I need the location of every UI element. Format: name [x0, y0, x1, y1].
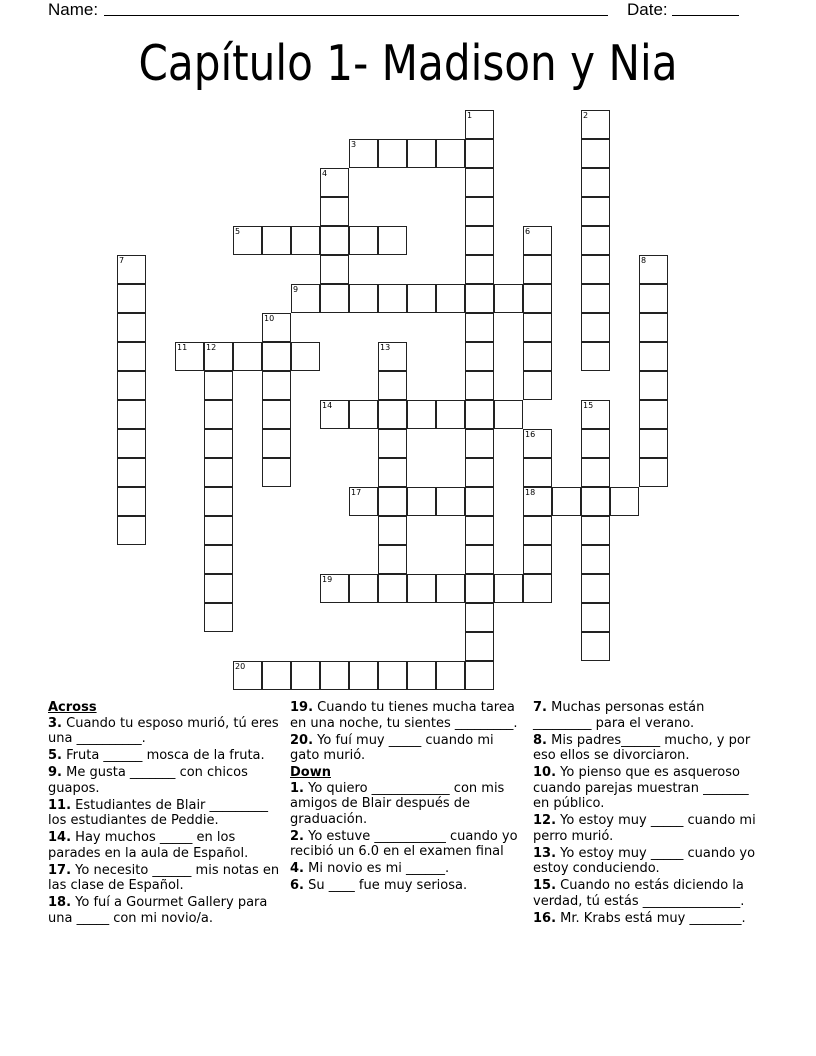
- grid-cell[interactable]: [465, 487, 494, 516]
- grid-cell[interactable]: [117, 371, 146, 400]
- grid-cell[interactable]: [523, 487, 552, 516]
- clue-number: 8: [641, 256, 647, 265]
- grid-cell[interactable]: [407, 574, 436, 603]
- grid-cell[interactable]: [581, 255, 610, 284]
- clues-column-3: [533, 700, 765, 928]
- grid-cell[interactable]: [378, 661, 407, 690]
- clue-across-5: 5. Fruta ______ mosca de la fruta.: [48, 748, 265, 763]
- grid-cell[interactable]: [262, 313, 291, 342]
- grid-cell[interactable]: [639, 371, 668, 400]
- grid-cell[interactable]: [407, 284, 436, 313]
- grid-cell[interactable]: [378, 400, 407, 429]
- grid-cell[interactable]: [465, 342, 494, 371]
- grid-cell[interactable]: [639, 255, 668, 284]
- grid-cell[interactable]: [523, 342, 552, 371]
- grid-cell[interactable]: [378, 284, 407, 313]
- grid-cell[interactable]: [465, 429, 494, 458]
- clue-across-9: 9. Me gusta _______ con chicos guapos.: [48, 765, 248, 796]
- grid-cell[interactable]: [523, 284, 552, 313]
- grid-cell[interactable]: [349, 284, 378, 313]
- grid-cell[interactable]: [465, 284, 494, 313]
- grid-cell[interactable]: [291, 661, 320, 690]
- grid-cell[interactable]: [349, 574, 378, 603]
- grid-cell[interactable]: [581, 168, 610, 197]
- grid-cell[interactable]: [581, 284, 610, 313]
- grid-cell[interactable]: [262, 429, 291, 458]
- grid-cell[interactable]: [581, 429, 610, 458]
- grid-cell[interactable]: [291, 226, 320, 255]
- clue-number: 2: [583, 111, 589, 120]
- grid-cell[interactable]: [204, 429, 233, 458]
- grid-cell[interactable]: [436, 661, 465, 690]
- grid-cell[interactable]: [378, 458, 407, 487]
- grid-cell[interactable]: [465, 632, 494, 661]
- grid-cell[interactable]: [320, 255, 349, 284]
- grid-cell[interactable]: [581, 632, 610, 661]
- clue-down-4: 4. Mi novio es mi ______.: [290, 861, 450, 876]
- grid-cell[interactable]: [117, 400, 146, 429]
- grid-cell[interactable]: [436, 574, 465, 603]
- grid-cell[interactable]: [552, 487, 581, 516]
- clue-number: 5: [235, 227, 241, 236]
- clue-number: 20: [235, 662, 246, 671]
- grid-cell[interactable]: [436, 284, 465, 313]
- grid-cell[interactable]: [378, 139, 407, 168]
- clue-number: 7: [119, 256, 125, 265]
- clue-across-18: 18. Yo fuí a Gourmet Gallery para una _____ con mi novio/a.: [48, 895, 268, 926]
- date-label: Date:: [627, 0, 668, 19]
- clue-down-15: 15. Cuando no estás diciendo la verdad, tú estás _______________.: [533, 878, 745, 909]
- grid-cell[interactable]: [378, 516, 407, 545]
- grid-cell[interactable]: [291, 342, 320, 371]
- grid-cell[interactable]: [465, 458, 494, 487]
- clue-number: 11: [177, 343, 188, 352]
- grid-cell[interactable]: [320, 284, 349, 313]
- grid-cell[interactable]: [465, 168, 494, 197]
- grid-cell[interactable]: [523, 516, 552, 545]
- page-title: Capítulo 1- Madison y Nia: [138, 35, 678, 92]
- grid-cell[interactable]: [204, 487, 233, 516]
- clue-down-16: 16. Mr. Krabs está muy ________.: [533, 910, 746, 926]
- grid-cell[interactable]: [465, 574, 494, 603]
- clue-across-19: 19. Cuando tu tienes mucha tarea en una noche, tu sientes _________.: [290, 700, 518, 731]
- grid-cell[interactable]: [639, 342, 668, 371]
- grid-cell[interactable]: [117, 458, 146, 487]
- grid-cell[interactable]: [436, 487, 465, 516]
- grid-cell[interactable]: [581, 342, 610, 371]
- grid-cell[interactable]: [523, 313, 552, 342]
- grid-cell[interactable]: [494, 284, 523, 313]
- grid-cell[interactable]: [407, 661, 436, 690]
- grid-cell[interactable]: [523, 371, 552, 400]
- grid-cell[interactable]: [639, 429, 668, 458]
- grid-cell[interactable]: [465, 139, 494, 168]
- clue-down-1: 1. Yo quiero ____________ con mis amigos de Blair después de graduación.: [290, 780, 505, 827]
- grid-cell[interactable]: [204, 545, 233, 574]
- grid-cell[interactable]: [349, 400, 378, 429]
- grid-cell[interactable]: [349, 661, 378, 690]
- grid-cell[interactable]: [494, 400, 523, 429]
- clue-across-11: 11. Estudiantes de Blair _________ los estudiantes de Peddie.: [48, 797, 269, 828]
- grid-cell[interactable]: [233, 342, 262, 371]
- grid-cell[interactable]: [639, 313, 668, 342]
- grid-cell[interactable]: [465, 545, 494, 574]
- clue-number: 15: [583, 401, 594, 410]
- clue-down-7: 7. Muchas personas están _________ para el verano.: [533, 700, 705, 731]
- grid-cell[interactable]: [465, 255, 494, 284]
- clue-across-14: 14. Hay muchos _____ en los parades en la aula de Español.: [48, 830, 249, 861]
- grid-cell[interactable]: [175, 342, 204, 371]
- grid-cell[interactable]: [523, 545, 552, 574]
- grid-cell[interactable]: [378, 342, 407, 371]
- grid-cell[interactable]: [204, 400, 233, 429]
- clue-number: 12: [206, 343, 217, 352]
- clue-number: 14: [322, 401, 333, 410]
- grid-cell[interactable]: [320, 574, 349, 603]
- grid-cell[interactable]: [204, 574, 233, 603]
- grid-cell[interactable]: [204, 516, 233, 545]
- clue-number: 10: [264, 314, 275, 323]
- grid-cell[interactable]: [262, 342, 291, 371]
- grid-cell[interactable]: [378, 487, 407, 516]
- grid-cell[interactable]: [581, 545, 610, 574]
- grid-cell[interactable]: [204, 603, 233, 632]
- grid-cell[interactable]: [639, 400, 668, 429]
- grid-cell[interactable]: [465, 603, 494, 632]
- grid-cell[interactable]: [117, 487, 146, 516]
- down-heading: Down: [290, 765, 331, 780]
- grid-cell[interactable]: [581, 139, 610, 168]
- grid-cell[interactable]: [291, 284, 320, 313]
- grid-cell[interactable]: [465, 313, 494, 342]
- grid-cell[interactable]: [378, 574, 407, 603]
- grid-cell[interactable]: [523, 574, 552, 603]
- grid-cell[interactable]: [465, 197, 494, 226]
- grid-cell[interactable]: [465, 226, 494, 255]
- grid-cell[interactable]: [262, 371, 291, 400]
- name-label: Name:: [48, 0, 99, 19]
- clue-down-13: 13. Yo estoy muy _____ cuando yo estoy conduciendo.: [533, 845, 756, 876]
- grid-cell[interactable]: [581, 197, 610, 226]
- grid-cell[interactable]: [378, 371, 407, 400]
- grid-cell[interactable]: [320, 661, 349, 690]
- grid-cell[interactable]: [117, 255, 146, 284]
- clue-number: 6: [525, 227, 531, 236]
- grid-cell[interactable]: [610, 487, 639, 516]
- grid-cell[interactable]: [407, 400, 436, 429]
- grid-cell[interactable]: [581, 487, 610, 516]
- grid-cell[interactable]: [523, 429, 552, 458]
- grid-cell[interactable]: [204, 458, 233, 487]
- grid-cell[interactable]: [523, 458, 552, 487]
- grid-cell[interactable]: [262, 400, 291, 429]
- grid-cell[interactable]: [117, 284, 146, 313]
- grid-cell[interactable]: [378, 545, 407, 574]
- grid-cell[interactable]: [465, 516, 494, 545]
- grid-cell[interactable]: [581, 516, 610, 545]
- clue-number: 17: [351, 488, 362, 497]
- across-heading: Across: [48, 700, 97, 715]
- grid-cell[interactable]: [465, 661, 494, 690]
- grid-cell[interactable]: [523, 255, 552, 284]
- grid-cell[interactable]: [581, 110, 610, 139]
- clue-across-20: 20. Yo fuí muy _____ cuando mi gato murió.: [290, 732, 494, 763]
- grid-cell[interactable]: [581, 226, 610, 255]
- grid-cell[interactable]: [320, 226, 349, 255]
- grid-cell[interactable]: [465, 400, 494, 429]
- grid-cell[interactable]: [465, 371, 494, 400]
- grid-cell[interactable]: [117, 342, 146, 371]
- clue-number: 4: [322, 169, 328, 178]
- grid-cell[interactable]: [523, 226, 552, 255]
- grid-cell[interactable]: [581, 574, 610, 603]
- grid-cell[interactable]: [378, 226, 407, 255]
- grid-cell[interactable]: [233, 226, 262, 255]
- clue-down-12: 12. Yo estoy muy _____ cuando mi perro murió.: [533, 813, 756, 844]
- clues-column-1: [48, 700, 284, 928]
- grid-cell[interactable]: [581, 458, 610, 487]
- grid-cell[interactable]: [233, 661, 262, 690]
- clue-down-6: 6. Su ____ fue muy seriosa.: [290, 878, 468, 893]
- clue-down-8: 8. Mis padres______ mucho, y por eso ellos se divorciaron.: [533, 732, 751, 763]
- grid-cell[interactable]: [639, 284, 668, 313]
- clue-across-3: 3. Cuando tu esposo murió, tú eres una __________.: [48, 715, 279, 746]
- grid-cell[interactable]: [117, 429, 146, 458]
- grid-cell[interactable]: [581, 313, 610, 342]
- grid-cell[interactable]: [639, 458, 668, 487]
- clue-down-10: 10. Yo pienso que es asqueroso cuando parejas muestran _______ en público.: [533, 765, 749, 811]
- clue-number: 3: [351, 140, 357, 149]
- grid-cell[interactable]: [320, 400, 349, 429]
- clue-number: 16: [525, 430, 536, 439]
- grid-cell[interactable]: [436, 139, 465, 168]
- grid-cell[interactable]: [262, 661, 291, 690]
- grid-cell[interactable]: [262, 458, 291, 487]
- grid-cell[interactable]: [262, 226, 291, 255]
- grid-cell[interactable]: [320, 197, 349, 226]
- grid-cell[interactable]: [581, 603, 610, 632]
- clue-number: 1: [467, 111, 473, 120]
- grid-cell[interactable]: [378, 429, 407, 458]
- grid-cell[interactable]: [407, 139, 436, 168]
- clue-down-2: 2. Yo estuve ___________ cuando yo recibió un 6.0 en el examen final: [290, 828, 518, 859]
- clue-number: 19: [322, 575, 333, 584]
- grid-cell[interactable]: [465, 110, 494, 139]
- grid-cell[interactable]: [349, 226, 378, 255]
- grid-cell[interactable]: [436, 400, 465, 429]
- grid-cell[interactable]: [581, 400, 610, 429]
- grid-cell[interactable]: [349, 487, 378, 516]
- grid-cell[interactable]: [407, 487, 436, 516]
- grid-cell[interactable]: [117, 516, 146, 545]
- grid-cell[interactable]: [320, 168, 349, 197]
- grid-cell[interactable]: [349, 139, 378, 168]
- grid-cell[interactable]: [117, 313, 146, 342]
- clue-number: 13: [380, 343, 391, 352]
- clues-column-2: [290, 700, 520, 895]
- clue-number: 18: [525, 488, 536, 497]
- grid-cell[interactable]: [204, 371, 233, 400]
- clue-across-17: 17. Yo necesito ______ mis notas en las clase de Español.: [48, 862, 280, 893]
- clue-number: 9: [293, 285, 299, 294]
- grid-cell[interactable]: [494, 574, 523, 603]
- grid-cell[interactable]: [204, 342, 233, 371]
